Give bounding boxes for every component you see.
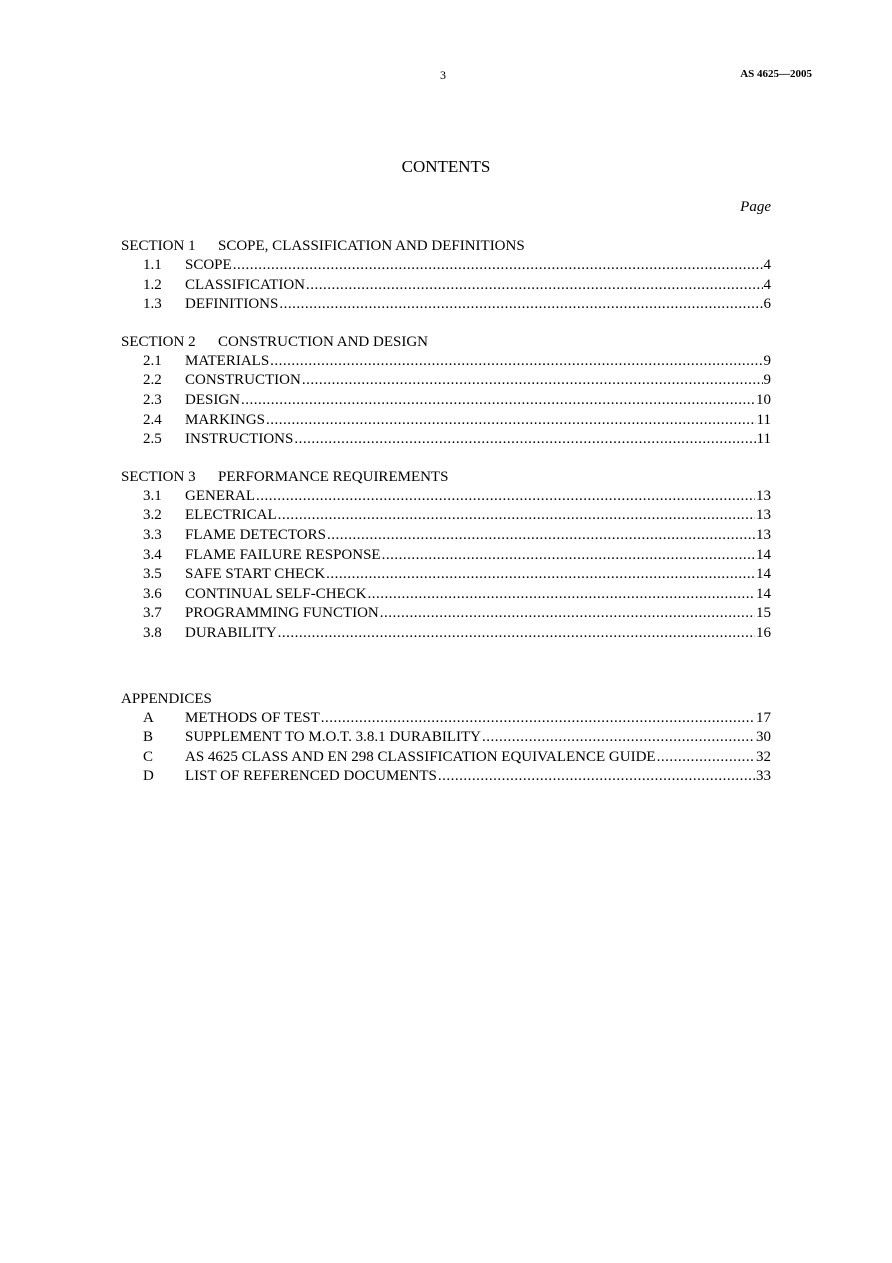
entry-title: CONSTRUCTION xyxy=(185,372,301,389)
entry-title: FLAME DETECTORS xyxy=(185,526,326,543)
entry-number: 3.8 xyxy=(143,624,162,641)
section-number: SECTION 2 xyxy=(121,333,196,350)
dot-leader xyxy=(294,430,755,450)
entry-page: 13 xyxy=(756,526,771,543)
toc-entry[interactable] xyxy=(121,256,771,276)
entry-number: B xyxy=(143,729,154,746)
dot-leader xyxy=(241,391,755,411)
contents-title: CONTENTS xyxy=(401,157,491,176)
dot-leader xyxy=(266,411,756,431)
section-title: PERFORMANCE REQUIREMENTS xyxy=(218,468,449,485)
entry-title: SUPPLEMENT TO M.O.T. 3.8.1 DURABILITY xyxy=(185,729,481,746)
section-1-block xyxy=(121,236,771,315)
toc-entry[interactable] xyxy=(121,352,771,372)
entry-number: 2.4 xyxy=(143,411,162,428)
toc-entry[interactable] xyxy=(121,430,771,450)
section-number: SECTION 3 xyxy=(121,468,196,485)
toc-entry[interactable] xyxy=(121,709,771,729)
dot-leader xyxy=(482,728,755,748)
entry-number: 3.2 xyxy=(143,507,162,524)
entry-title: MARKINGS xyxy=(185,411,266,428)
entry-page: 30 xyxy=(756,729,771,746)
entry-number: 2.2 xyxy=(143,372,162,389)
section-2-block xyxy=(121,332,771,450)
page-column-label: Page xyxy=(740,199,771,215)
section-heading xyxy=(121,467,771,487)
entry-number: 3.6 xyxy=(143,585,162,602)
dot-leader xyxy=(306,276,762,296)
entry-number: 2.3 xyxy=(143,391,162,408)
section-title: CONSTRUCTION AND DESIGN xyxy=(218,333,429,350)
entry-number: 3.5 xyxy=(143,566,162,583)
dot-leader xyxy=(657,748,755,768)
toc-entry[interactable] xyxy=(121,411,771,431)
entry-title: SAFE START CHECK xyxy=(185,566,326,583)
section-title: SCOPE, CLASSIFICATION AND DEFINITIONS xyxy=(218,238,525,254)
entry-page: 9 xyxy=(763,372,771,389)
entry-page: 33 xyxy=(756,768,771,785)
dot-leader xyxy=(256,487,755,507)
entry-number: 2.5 xyxy=(143,431,162,448)
entry-page: 4 xyxy=(763,257,771,273)
entry-title: DEFINITIONS xyxy=(185,296,279,313)
entry-title: DESIGN xyxy=(185,391,240,408)
dot-leader xyxy=(270,352,762,372)
entry-number: 1.2 xyxy=(143,276,162,293)
toc-entry[interactable] xyxy=(121,391,771,411)
dot-leader xyxy=(321,709,755,729)
entry-page: 14 xyxy=(756,546,771,563)
entry-title: PROGRAMMING FUNCTION xyxy=(185,605,379,622)
toc-entry[interactable] xyxy=(121,728,771,748)
entry-page: 6 xyxy=(763,296,771,313)
dot-leader xyxy=(278,506,755,526)
appendices-block xyxy=(121,689,771,787)
section-3-block xyxy=(121,467,771,644)
dot-leader xyxy=(326,565,755,585)
entry-title: CLASSIFICATION xyxy=(185,276,306,293)
entry-title: LIST OF REFERENCED DOCUMENTS xyxy=(185,768,437,785)
entry-page: 11 xyxy=(756,411,771,428)
entry-title: ELECTRICAL xyxy=(185,507,277,524)
document-id: AS 4625—2005 xyxy=(740,68,812,80)
dot-leader xyxy=(302,371,763,391)
entry-page: 17 xyxy=(756,709,771,726)
toc-entry[interactable] xyxy=(121,624,771,644)
entry-title: DURABILITY xyxy=(185,624,277,641)
entry-page: 32 xyxy=(756,748,771,765)
entry-page: 4 xyxy=(763,276,771,293)
entry-title: FLAME FAILURE RESPONSE xyxy=(185,546,381,563)
entry-number: 1.1 xyxy=(143,257,162,273)
toc-entry[interactable] xyxy=(121,276,771,296)
entry-number: D xyxy=(143,768,154,785)
entry-title: AS 4625 CLASS AND EN 298 CLASSIFICATION EQUIVALENCE GUIDE xyxy=(185,748,656,765)
dot-leader xyxy=(278,624,755,644)
entry-title: INSTRUCTIONS xyxy=(185,431,294,448)
toc-entry[interactable] xyxy=(121,604,771,624)
entry-number: 2.1 xyxy=(143,352,162,369)
toc-entry[interactable] xyxy=(121,546,771,566)
toc-entry[interactable] xyxy=(121,295,771,315)
toc-entry[interactable] xyxy=(121,748,771,768)
entry-number: 3.4 xyxy=(143,546,162,563)
entry-number: 1.3 xyxy=(143,296,162,313)
entry-page: 13 xyxy=(756,507,771,524)
toc-entry[interactable] xyxy=(121,526,771,546)
dot-leader xyxy=(233,256,763,276)
entry-page: 10 xyxy=(756,391,771,408)
entry-page: 9 xyxy=(763,352,771,369)
toc-entry[interactable] xyxy=(121,565,771,585)
entry-number: C xyxy=(143,748,154,765)
dot-leader xyxy=(380,604,755,624)
dot-leader xyxy=(279,295,762,315)
entry-number: 3.1 xyxy=(143,487,162,504)
section-heading xyxy=(121,236,771,256)
section-heading xyxy=(121,332,771,352)
appendices-heading: APPENDICES xyxy=(121,690,212,707)
toc-entry[interactable] xyxy=(121,487,771,507)
entry-page: 15 xyxy=(756,605,771,622)
entry-number: 3.7 xyxy=(143,605,162,622)
entry-title: MATERIALS xyxy=(185,352,270,369)
entry-page: 11 xyxy=(756,431,771,448)
entry-title: CONTINUAL SELF-CHECK xyxy=(185,585,367,602)
entry-page: 13 xyxy=(756,487,771,504)
dot-leader xyxy=(368,585,755,605)
toc-entry[interactable] xyxy=(121,371,771,391)
toc-entry[interactable] xyxy=(121,767,771,787)
dot-leader xyxy=(382,546,755,566)
section-number: SECTION 1 xyxy=(121,238,196,254)
toc-entry[interactable] xyxy=(121,506,771,526)
entry-number: A xyxy=(143,709,154,726)
toc-entry[interactable] xyxy=(121,585,771,605)
entry-title: GENERAL xyxy=(185,487,255,504)
page-number: 3 xyxy=(440,68,446,82)
entry-page: 16 xyxy=(756,624,771,641)
table-of-contents xyxy=(121,236,771,787)
entry-page: 14 xyxy=(756,566,771,583)
entry-title: SCOPE xyxy=(185,257,232,273)
dot-leader xyxy=(438,767,755,787)
entry-page: 14 xyxy=(756,585,771,602)
entry-title: METHODS OF TEST xyxy=(185,709,320,726)
dot-leader xyxy=(327,526,755,546)
entry-number: 3.3 xyxy=(143,526,162,543)
